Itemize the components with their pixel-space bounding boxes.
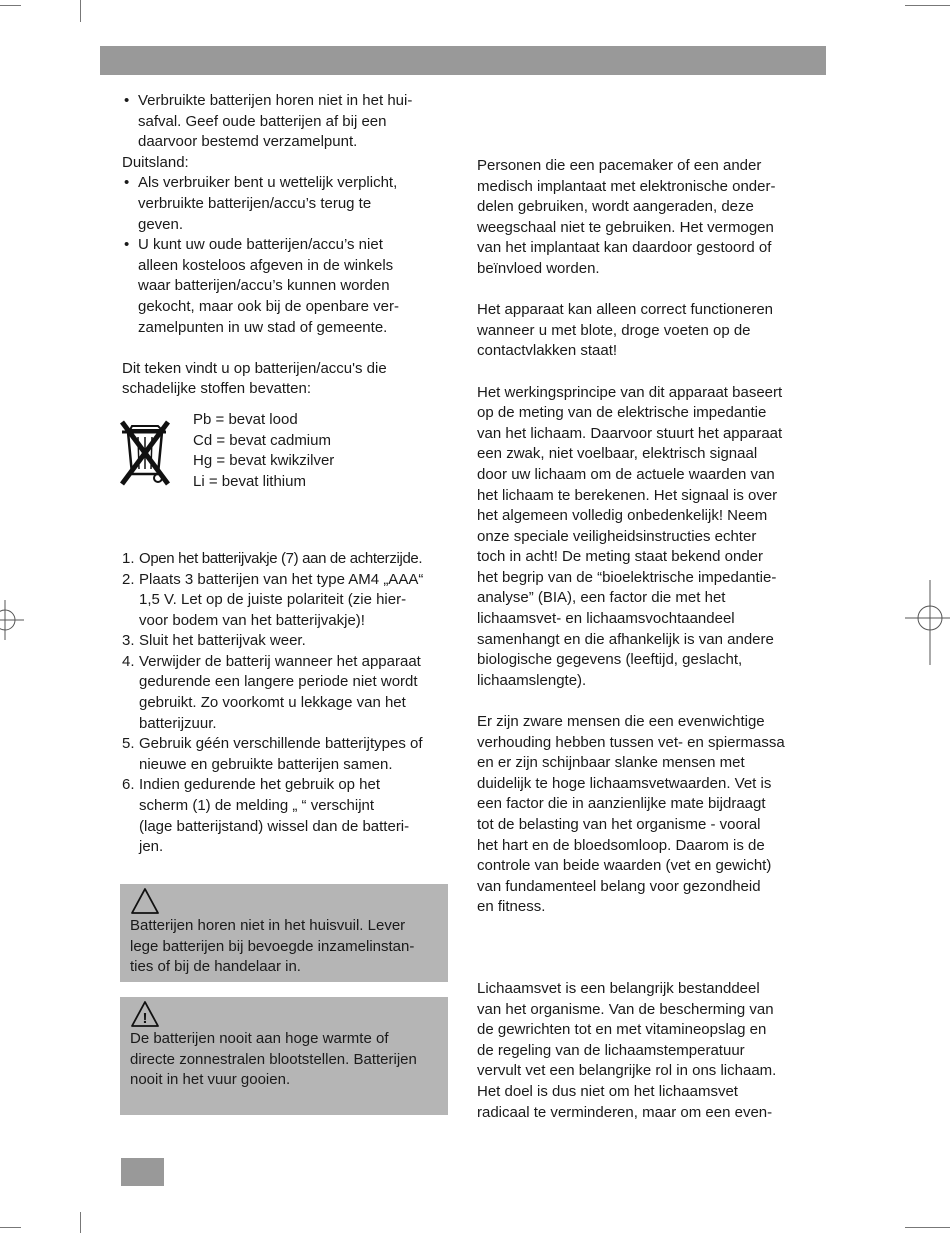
text-line: van het implantaat kan daardoor gestoord of — [477, 239, 772, 257]
text-line: contactvlakken staat! — [477, 342, 618, 360]
bullet-icon: • — [124, 174, 130, 192]
caution-triangle-icon — [130, 886, 160, 916]
list-item — [122, 235, 452, 338]
step-6 — [122, 775, 452, 857]
warning-box-heat — [120, 997, 448, 1115]
crop-mark — [905, 1227, 950, 1228]
text-line: waar batterijen/accu’s kunnen worden — [138, 277, 390, 295]
text-line: tot de belasting van het organisme - vooral — [477, 816, 761, 833]
text-line: wanneer u met blote, droge voeten op de — [477, 321, 751, 339]
text-line: gedurende een langere periode niet wordt — [139, 673, 418, 691]
text-line: ties of bij de handelaar in. — [130, 958, 301, 976]
text-line: verbruikte batterijen/accu’s terug te — [138, 194, 372, 212]
text-line: van fundamenteel belang voor gezondheid — [477, 877, 761, 895]
step-number: 2. — [122, 570, 135, 588]
text-line: van het organisme. Van de bescherming van — [477, 1000, 774, 1018]
text-line: Lichaamsvet is een belangrijk bestanddeel — [477, 979, 760, 997]
text-line: gekocht, maar ook bij de openbare ver- — [138, 297, 399, 315]
text-line: beïnvloed worden. — [477, 259, 600, 277]
text-line: de gewrichten tot en met vitamineopslag en — [477, 1021, 767, 1039]
paragraph-bia — [477, 383, 812, 692]
battery-symbol-block — [122, 410, 452, 496]
text-line: U kunt uw oude batterijen/accu’s niet — [138, 236, 383, 254]
text-line: het algemeen volledig onbedenkelijk! Neem — [477, 507, 768, 525]
step-2 — [122, 570, 452, 632]
text-line: 1,5 V. Let op de juiste polariteit (zie hier- — [139, 591, 407, 609]
text-line: radicaal te verminderen, maar om een even- — [477, 1103, 773, 1121]
text-line: lichaamsvet- en lichaamsvochtaandeel — [477, 610, 735, 628]
text-line: directe zonnestralen blootstellen. Batterijen — [130, 1050, 417, 1068]
paragraph-body-fat-role — [477, 979, 812, 1123]
text-line: vervult vet een belangrijke rol in ons lichaam. — [477, 1062, 777, 1080]
text-line: Er zijn zware mensen die een evenwichtige — [477, 713, 765, 731]
symbol-legend — [193, 410, 334, 492]
symbol-cd: Cd = bevat cadmium — [193, 431, 331, 449]
text-line: samenhangt en die afhankelijk is van andere — [477, 630, 774, 648]
step-3 — [122, 631, 452, 652]
text-line: scherm (1) de melding „ “ verschijnt — [139, 797, 375, 815]
header-bar — [100, 46, 826, 75]
text-line: de regeling van de lichaamstemperatuur — [477, 1041, 745, 1059]
text-line: daarvoor bestemd verzamelpunt. — [138, 133, 358, 151]
text-line: door uw lichaam om de actuele waarden van — [477, 465, 775, 483]
warning-exclamation-icon — [130, 999, 160, 1029]
step-number: 3. — [122, 632, 135, 650]
text-line: Dit teken vindt u op batterijen/accu's die — [122, 359, 387, 377]
text-line: zamelpunten in uw stad of gemeente. — [138, 318, 388, 336]
text-line: delen gebruiken, wordt aangeraden, deze — [477, 198, 754, 216]
text-line: lege batterijen bij bevoegde inzamelinstan- — [130, 937, 415, 955]
text-line: controle van beide waarden (vet en gewicht) — [477, 857, 772, 875]
text-line: het hart en de bloedsomloop. Daarom is de — [477, 836, 765, 854]
paragraph-pacemaker — [477, 156, 812, 280]
list-item — [122, 173, 452, 235]
registration-mark-left-icon — [0, 600, 30, 640]
text-line: schadelijke stoffen bevatten: — [122, 380, 312, 398]
text-line: Gebruik géén verschillende batterijtypes of — [139, 735, 423, 753]
step-1 — [122, 549, 452, 570]
text-line: analyse” (BIA), een factor die met het — [477, 589, 726, 607]
text-line: gebruikt. Zo voorkomt u lekkage van het — [139, 694, 406, 712]
text-line: Batterijen horen niet in het huisvuil. Lever — [130, 917, 406, 934]
step-number: 1. — [122, 549, 135, 567]
registration-mark-right-icon — [900, 580, 950, 665]
paragraph-body-fat-balance — [477, 712, 812, 918]
text-line: Verwijder de batterij wanneer het apparaat — [139, 652, 421, 670]
step-5 — [122, 734, 452, 775]
text-line: medisch implantaat met elektronische onder- — [477, 177, 776, 195]
crossed-out-wheelie-bin-icon — [118, 412, 174, 492]
text-line: een factor die in aanzienlijke mate bijdraagt — [477, 795, 766, 813]
crop-mark — [80, 1212, 81, 1233]
bullet-icon: • — [124, 92, 130, 109]
crop-mark — [0, 5, 21, 6]
left-column — [122, 91, 452, 858]
paragraph-bare-feet — [477, 300, 812, 362]
text-line: Indien gedurende het gebruik op het — [139, 776, 381, 794]
text-line: (lage batterijstand) wissel dan de batteri- — [139, 817, 410, 835]
text-line: het begrip van de “bioelektrische impedantie- — [477, 568, 777, 586]
text-line: weegschaal niet te gebruiken. Het vermogen — [477, 218, 774, 236]
text-line: De batterijen nooit aan hoge warmte of — [130, 1030, 389, 1047]
country-label: Duitsland: — [122, 153, 189, 171]
text-line: jen. — [139, 838, 164, 856]
text-line: verhouding hebben tussen vet- en spiermassa — [477, 733, 785, 751]
text-line: van het lichaam. Daarvoor stuurt het apparaat — [477, 424, 783, 442]
symbol-pb: Pb = bevat lood — [193, 410, 298, 428]
text-line: nooit in het vuur gooien. — [130, 1071, 291, 1089]
text-line: lichaamslengte). — [477, 671, 587, 689]
text-line: biologische gegevens (leeftijd, geslacht, — [477, 651, 743, 669]
text-line: Personen die een pacemaker of een ander — [477, 157, 762, 174]
text-line: en er zijn schijnbaar slanke mensen met — [477, 754, 745, 772]
symbol-hg: Hg = bevat kwikzilver — [193, 452, 335, 470]
text-line: Het werkingsprincipe van dit apparaat baseert — [477, 383, 783, 401]
warning-icon-glyph: ! — [142, 1010, 148, 1027]
crop-mark — [80, 0, 81, 22]
text-line: duidelijk te hoge lichaamsvetwaarden. Vet is — [477, 774, 772, 792]
text-line: Sluit het batterijvak weer. — [139, 632, 306, 650]
text-line: Verbruikte batterijen horen niet in het hui- — [138, 92, 413, 109]
text-line: Het doel is dus niet om het lichaamsvet — [477, 1082, 738, 1100]
crop-mark — [0, 1227, 21, 1228]
steps-list — [122, 549, 452, 858]
step-4 — [122, 652, 452, 734]
text-line: Plaats 3 batterijen van het type AM4 „AAA“ — [139, 570, 424, 588]
symbol-li: Li = bevat lithium — [193, 472, 306, 490]
text-line: het lichaam te berekenen. Het signaal is over — [477, 486, 778, 504]
crop-mark — [905, 5, 950, 6]
text-line: toch in acht! De meting staat bekend onder — [477, 548, 764, 566]
text-line: batterijzuur. — [139, 714, 217, 732]
text-line: op de meting van de elektrische impedantie — [477, 404, 767, 422]
warning-box-disposal — [120, 884, 448, 982]
text-line: geven. — [138, 215, 184, 233]
step-number: 5. — [122, 735, 135, 753]
text-line: voor bodem van het batterijvakje)! — [139, 611, 365, 629]
text-line: en fitness. — [477, 898, 546, 916]
text-line: safval. Geef oude batterijen af bij een — [138, 112, 387, 130]
list-item — [122, 91, 452, 153]
page-number-box — [121, 1158, 164, 1186]
text-line: een zwak, niet voelbaar, elektrisch signaal — [477, 445, 758, 463]
text-line: Het apparaat kan alleen correct functioneren — [477, 301, 774, 319]
text-line: Als verbruiker bent u wettelijk verplicht, — [138, 174, 398, 192]
bullet-icon: • — [124, 236, 130, 254]
step-number: 6. — [122, 776, 135, 794]
right-column — [477, 156, 812, 1123]
text-line: alleen kosteloos afgeven in de winkels — [138, 256, 394, 274]
text-line: onze speciale veiligheidsinstructies echter — [477, 527, 757, 545]
text-line: nieuwe en gebruikte batterijen samen. — [139, 755, 393, 773]
text-line: Open het batterijvakje (7) aan de achterzijde. — [139, 549, 423, 567]
step-number: 4. — [122, 652, 135, 670]
